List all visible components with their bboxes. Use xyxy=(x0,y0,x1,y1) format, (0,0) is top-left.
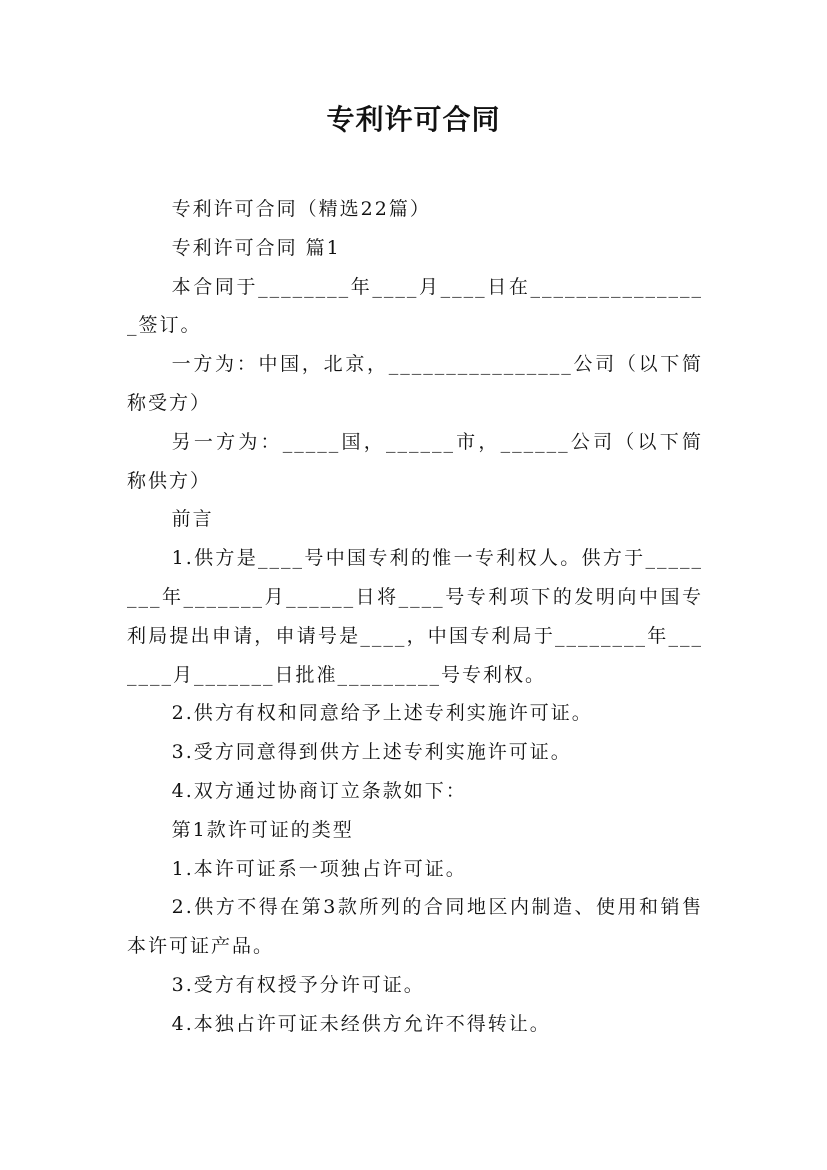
paragraph: 3.受方有权授予分许可证。 xyxy=(171,973,425,996)
paragraph: 4.本独占许可证未经供方允许不得转让。 xyxy=(171,1012,551,1035)
paragraph: 第1款许可证的类型 xyxy=(171,818,354,841)
paragraph: 2.供方不得在第3款所列的合同地区内制造、使用和销售本许可证产品。 xyxy=(127,896,703,958)
paragraph: 专利许可合同 篇1 xyxy=(171,236,341,259)
paragraph: 3.受方同意得到供方上述专利实施许可证。 xyxy=(171,741,572,764)
paragraph: 专利许可合同（精选22篇） xyxy=(171,198,431,220)
document-body xyxy=(127,190,703,1044)
document-title: 专利许可合同 xyxy=(326,103,501,136)
paragraph: 一方为：中国，北京，________________公司（以下简称受方） xyxy=(127,353,703,414)
paragraph: 4.双方通过协商订立条款如下： xyxy=(171,779,467,802)
paragraph: 前言 xyxy=(171,508,214,531)
paragraph: 2.供方有权和同意给予上述专利实施许可证。 xyxy=(171,702,593,725)
paragraph: 1.本许可证系一项独占许可证。 xyxy=(171,857,467,880)
paragraph: 1.供方是____号中国专利的惟一专利权人。供方于________年_______月______日将____号专利项下的发明向中国专利局提出申请，申请号是____，中国专利局于________年_______月_______日批准_________号专利权。 xyxy=(127,547,703,686)
paragraph: 本合同于________年____月____日在________________签订。 xyxy=(127,275,703,337)
paragraph: 另一方为：_____国，______市，______公司（以下简称供方） xyxy=(127,430,703,492)
